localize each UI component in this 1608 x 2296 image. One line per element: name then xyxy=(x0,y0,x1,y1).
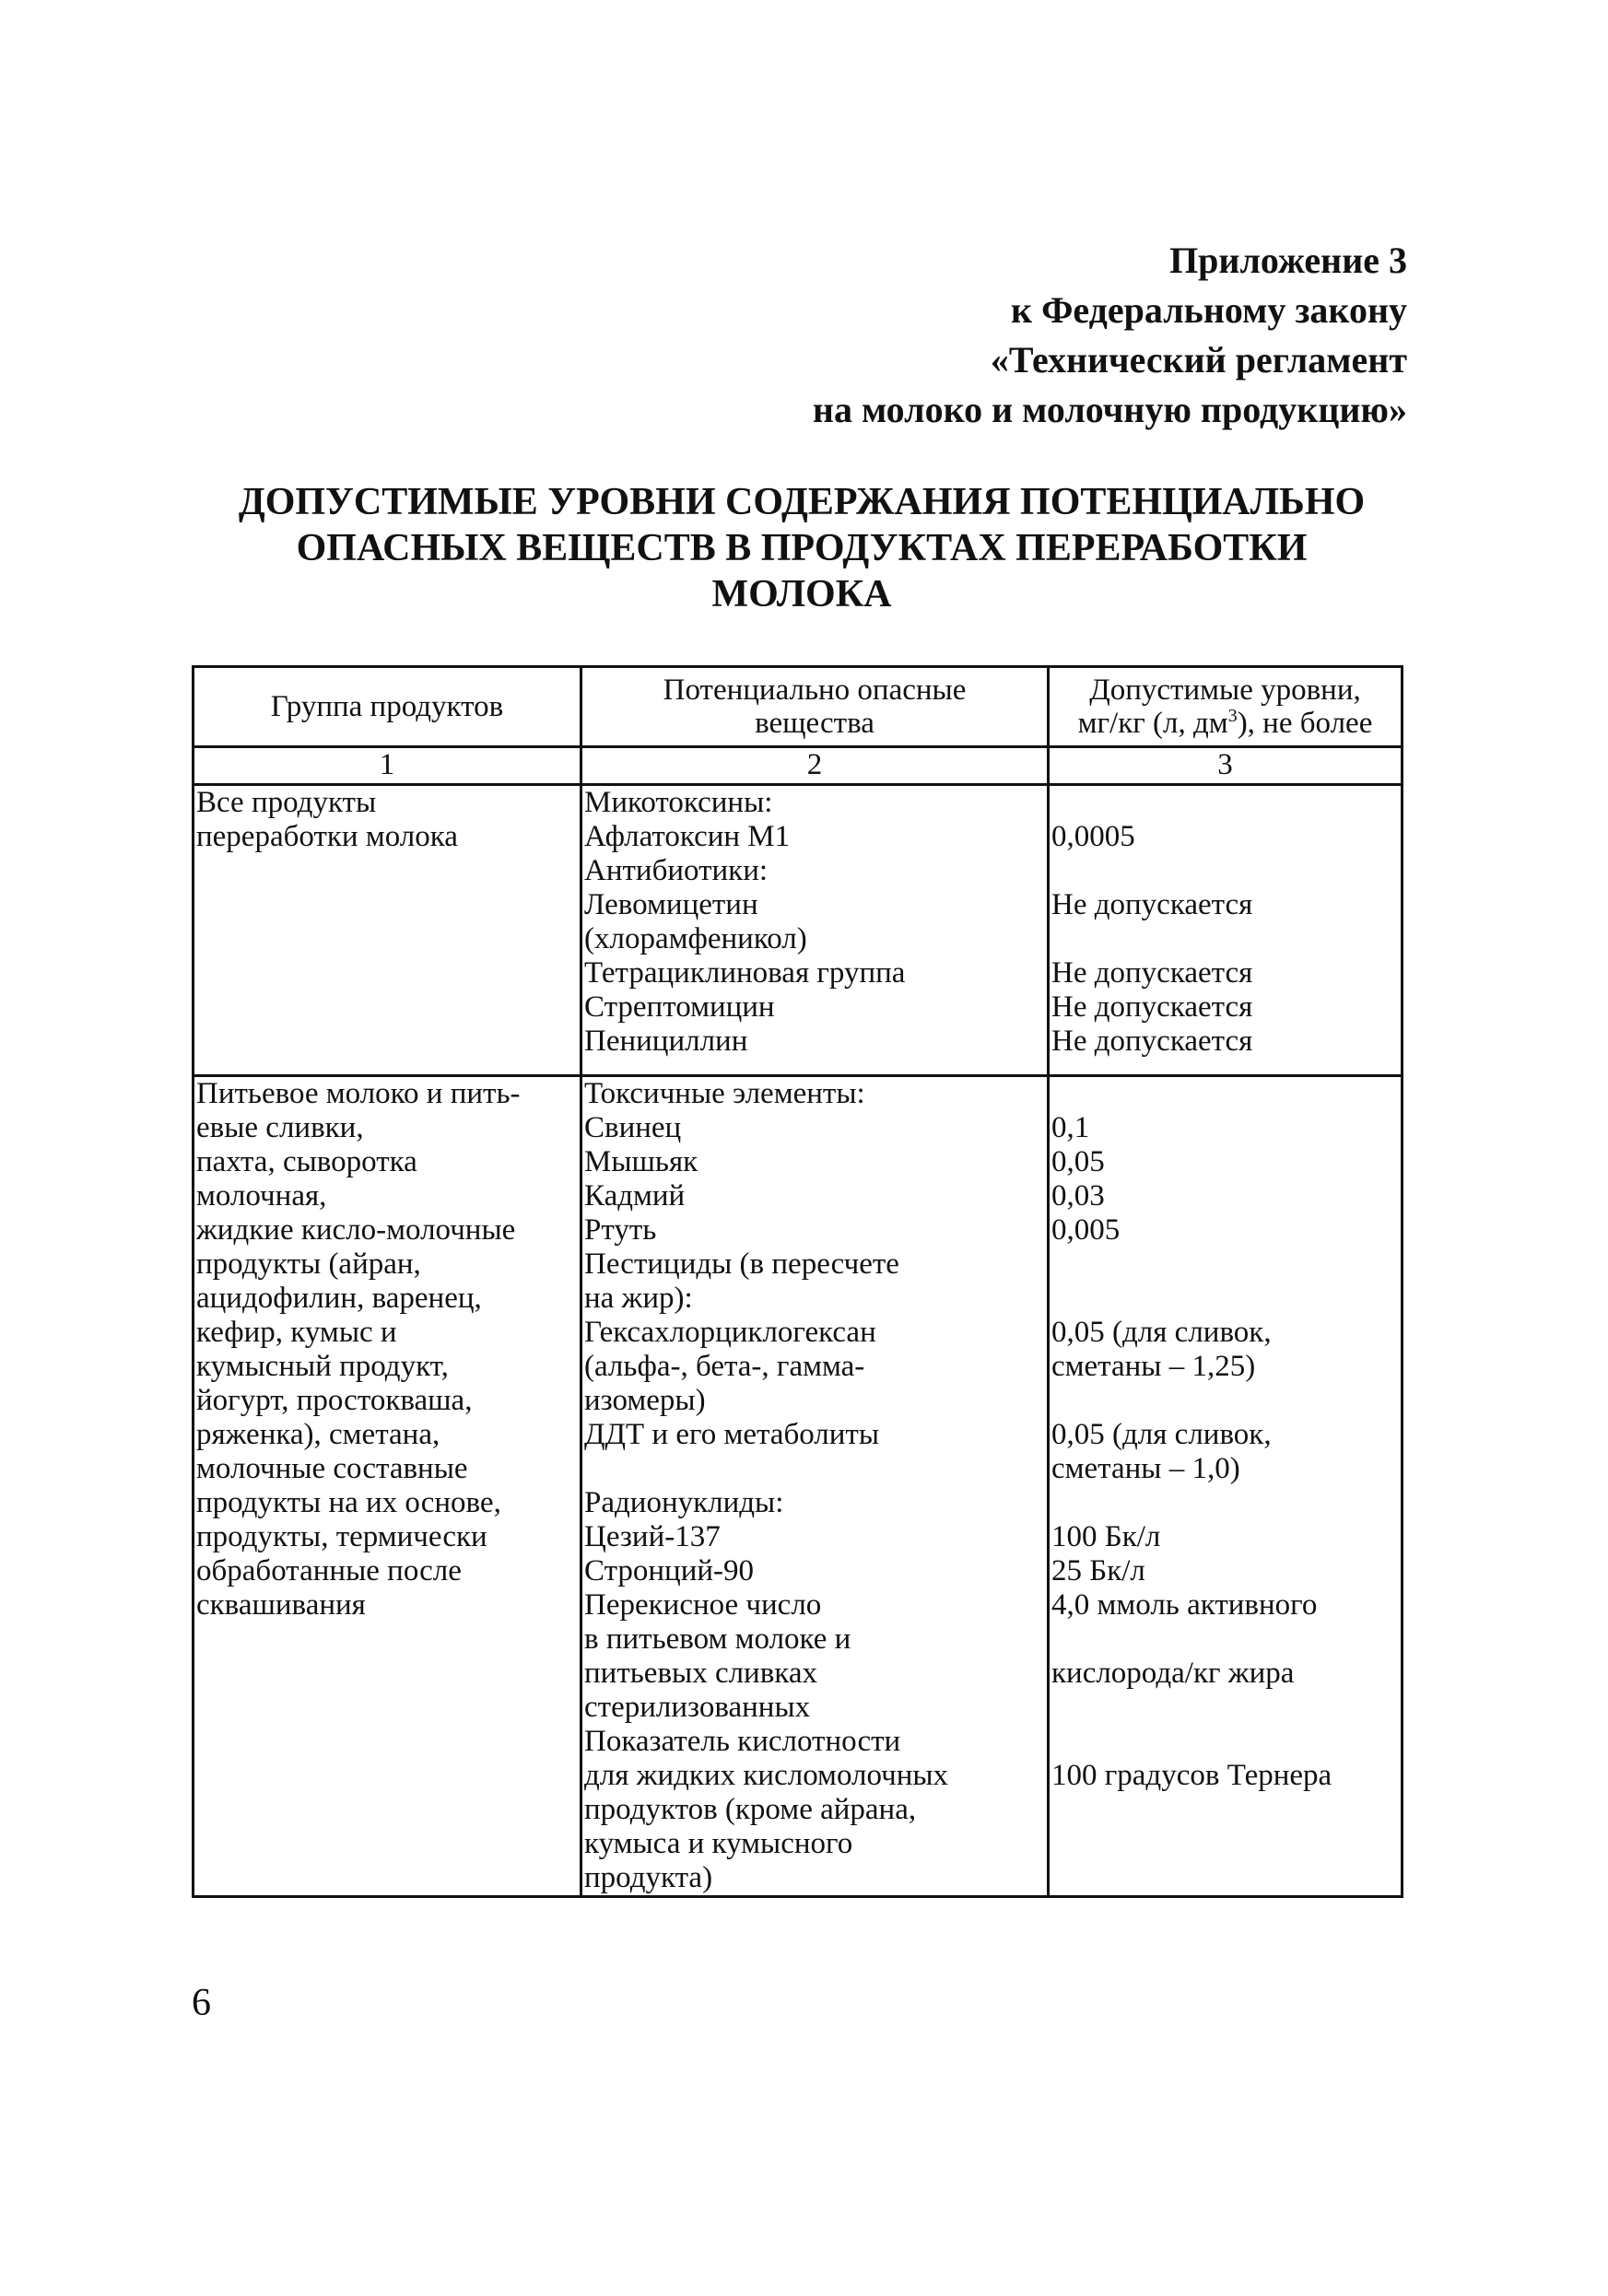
cell-line xyxy=(1051,1384,1399,1418)
appendix-line: к Федеральному закону xyxy=(1011,289,1407,331)
cell-line: Стрептомицин xyxy=(584,990,775,1024)
appendix-line: на молоко и молочную продукцию» xyxy=(812,389,1407,430)
cell-line: Тетрациклиновая группа xyxy=(584,956,906,990)
cell-line xyxy=(1051,1622,1399,1657)
cell-line: ДДТ и его метаболиты xyxy=(584,1418,880,1451)
cell-line: 0,05 (для сливок, xyxy=(1051,1316,1272,1349)
table-row xyxy=(194,1076,1403,1897)
table-row xyxy=(194,785,1403,1076)
cell-line: Кадмий xyxy=(584,1179,686,1212)
column-number: 2 xyxy=(581,747,1049,785)
cell-line: для жидких кисломолочных xyxy=(584,1759,949,1792)
cell-line: 0,0005 xyxy=(1051,820,1135,853)
page-number: 6 xyxy=(192,1982,211,2024)
cell-line xyxy=(1051,1827,1399,1861)
cell-line xyxy=(584,1452,1045,1486)
cell-line: Не допускается xyxy=(1051,1025,1253,1058)
column-number: 3 xyxy=(1049,747,1403,785)
cell-line xyxy=(1051,854,1399,888)
cell-line: в питьевом молоке и xyxy=(584,1622,851,1656)
cell-line: 100 градусов Тернера xyxy=(1051,1759,1332,1792)
cell-line: на жир): xyxy=(584,1282,693,1315)
cell-line: Микотоксины: xyxy=(584,786,773,819)
cell-line: продукты, термически xyxy=(196,1520,487,1553)
cell-line: ацидофилин, варенец, xyxy=(196,1282,482,1315)
document-title xyxy=(184,479,1419,617)
cell-line xyxy=(1051,1793,1399,1827)
cell-line: сметаны – 1,0) xyxy=(1051,1452,1240,1485)
appendix-line: «Технический регламент xyxy=(990,339,1407,381)
cell-line: Свинец xyxy=(584,1111,682,1144)
cell-line: Токсичные элементы: xyxy=(584,1077,865,1110)
cell-line: Мышьяк xyxy=(584,1145,698,1178)
header-levels-unit: мг/кг (л, дм xyxy=(1077,707,1228,740)
table-header-row xyxy=(194,667,1403,747)
cell-line: 0,03 xyxy=(1051,1179,1105,1212)
cell-line: продукты на их основе, xyxy=(196,1486,501,1519)
header-permitted-levels xyxy=(1049,667,1403,747)
cell-line xyxy=(1051,1248,1399,1282)
cell-line: сквашивания xyxy=(196,1588,366,1622)
title-line: ОПАСНЫХ ВЕЩЕСТВ В ПРОДУКТАХ ПЕРЕРАБОТКИ xyxy=(296,527,1308,569)
cell-line: Цезий-137 xyxy=(584,1520,721,1553)
cell-line xyxy=(1051,1077,1399,1111)
cell-line xyxy=(1051,1725,1399,1759)
product-group-cell xyxy=(194,785,581,1076)
product-group-cell xyxy=(194,1076,581,1897)
limits-table xyxy=(192,665,1403,1898)
cell-line: Стронций-90 xyxy=(584,1554,755,1587)
header-substances-line2: вещества xyxy=(755,707,874,740)
substances-cell xyxy=(581,1076,1049,1897)
cell-line: Показатель кислотности xyxy=(584,1725,901,1758)
header-substances xyxy=(581,667,1049,747)
header-product-group: Группа продуктов xyxy=(194,667,581,747)
header-substances-line1: Потенциально опасные xyxy=(663,674,967,707)
title-line: ДОПУСТИМЫЕ УРОВНИ СОДЕРЖАНИЯ ПОТЕНЦИАЛЬНО xyxy=(238,481,1366,523)
cell-line: стерилизованных xyxy=(584,1691,811,1724)
appendix-header xyxy=(813,236,1407,435)
cell-line: обработанные после xyxy=(196,1554,462,1587)
cell-line: Все продукты xyxy=(196,786,377,819)
appendix-line: Приложение 3 xyxy=(1169,240,1407,281)
cell-line xyxy=(1051,1861,1399,1895)
cell-line: йогурт, простокваша, xyxy=(196,1384,473,1417)
cell-line: кефир, кумыс и xyxy=(196,1316,397,1349)
cell-line: ряженка), сметана, xyxy=(196,1418,440,1451)
cell-line: питьевых сливках xyxy=(584,1657,817,1690)
cell-line: 0,1 xyxy=(1051,1111,1090,1144)
column-number: 1 xyxy=(194,747,581,785)
cell-line: Пенициллин xyxy=(584,1025,748,1058)
cell-line: переработки молока xyxy=(196,820,458,853)
cell-line: 0,05 xyxy=(1051,1145,1105,1178)
cell-line: Антибиотики: xyxy=(584,854,769,887)
cell-line: кумысный продукт, xyxy=(196,1350,449,1383)
cell-line: сметаны – 1,25) xyxy=(1051,1350,1256,1383)
cell-line: Пестициды (в пересчете xyxy=(584,1248,899,1281)
cell-line: Ртуть xyxy=(584,1213,657,1247)
cell-line xyxy=(1051,1691,1399,1725)
cell-line: продукты (айран, xyxy=(196,1248,421,1281)
cell-line: пахта, сыворотка xyxy=(196,1145,417,1178)
cell-line: молочная, xyxy=(196,1179,327,1212)
cell-line xyxy=(1051,922,1399,956)
cell-line: Радионуклиды: xyxy=(584,1486,784,1519)
cell-line xyxy=(1051,786,1399,820)
cell-line: 0,05 (для сливок, xyxy=(1051,1418,1272,1451)
cell-line: изомеры) xyxy=(584,1384,706,1417)
column-number-row xyxy=(194,747,1403,785)
levels-cell xyxy=(1049,785,1403,1076)
cell-line xyxy=(1051,1282,1399,1316)
cell-line: Питьевое молоко и пить- xyxy=(196,1077,521,1110)
header-levels-unit-sup: 3 xyxy=(1227,706,1238,726)
header-levels-line1: Допустимые уровни, xyxy=(1089,674,1361,707)
cell-line: жидкие кисло-молочные xyxy=(196,1213,516,1247)
cell-line: кислорода/кг жира xyxy=(1051,1657,1295,1690)
cell-line: Перекисное число xyxy=(584,1588,822,1622)
cell-line xyxy=(1051,1486,1399,1520)
cell-line: (хлорамфеникол) xyxy=(584,922,807,955)
cell-line: Не допускается xyxy=(1051,956,1253,990)
cell-line: молочные составные xyxy=(196,1452,468,1485)
levels-cell xyxy=(1049,1076,1403,1897)
header-levels-unit-end: ), не более xyxy=(1237,707,1373,740)
cell-line: Не допускается xyxy=(1051,990,1253,1024)
cell-line: продуктов (кроме айрана, xyxy=(584,1793,917,1826)
cell-line: продукта) xyxy=(584,1861,713,1894)
cell-line: евые сливки, xyxy=(196,1111,364,1144)
cell-line: Афлатоксин M1 xyxy=(584,820,791,853)
cell-line: Гексахлорциклогексан xyxy=(584,1316,876,1349)
cell-line: (альфа-, бета-, гамма- xyxy=(584,1350,865,1383)
cell-line: Не допускается xyxy=(1051,888,1253,921)
cell-line: 4,0 ммоль активного xyxy=(1051,1588,1318,1622)
cell-line: 25 Бк/л xyxy=(1051,1554,1145,1587)
cell-line: 0,005 xyxy=(1051,1213,1121,1247)
cell-line: 100 Бк/л xyxy=(1051,1520,1161,1553)
title-line: МОЛОКА xyxy=(711,573,892,615)
cell-line: кумыса и кумысного xyxy=(584,1827,853,1860)
cell-line: Левомицетин xyxy=(584,888,758,921)
substances-cell xyxy=(581,785,1049,1076)
